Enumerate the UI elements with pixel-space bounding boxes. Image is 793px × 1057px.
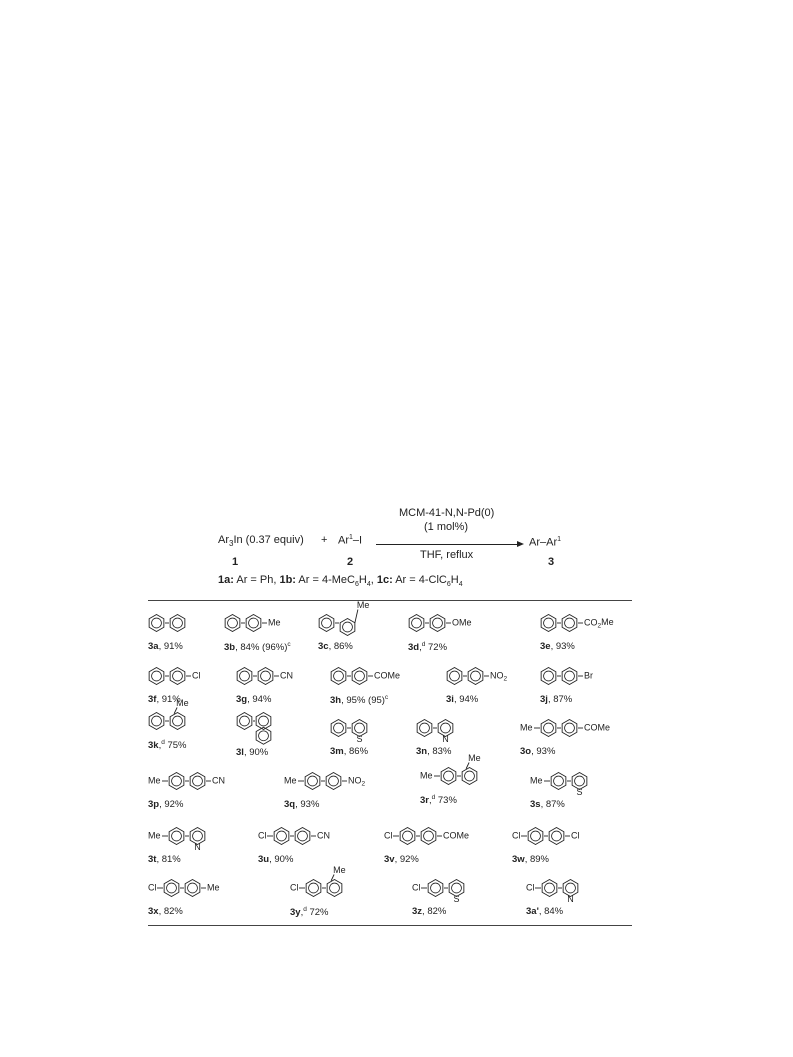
compound-caption (540, 641, 575, 652)
ring-b (421, 828, 436, 845)
compound-yield: 72% (425, 642, 448, 654)
ring-b (170, 713, 185, 730)
compound-caption (446, 694, 478, 705)
ring-b (258, 668, 273, 685)
substituent-right: Me (207, 882, 220, 893)
ring-b (352, 668, 367, 685)
compound-caption: 3y,$^d$ 72% (290, 906, 329, 919)
footnote-mark: c (287, 641, 291, 648)
compound-caption (236, 747, 268, 758)
table-bottom-rule (148, 925, 632, 926)
footnote-mark: d (161, 739, 165, 746)
substituent-right: COMe (584, 722, 611, 733)
substituent-left: Cl (148, 882, 157, 893)
ring-a (541, 668, 556, 685)
substituent-left: Cl (290, 882, 299, 893)
ring-a (164, 880, 179, 897)
compound-id: 3t (148, 854, 157, 865)
compound-id: 3g (236, 694, 248, 705)
compound-id: 3i (446, 694, 454, 705)
compound-caption (520, 746, 555, 757)
compound-yield: 73% (435, 795, 457, 807)
compound-id: 3j (540, 694, 548, 705)
compound-caption (236, 694, 271, 705)
footnote-mark: c (384, 694, 389, 701)
bond (355, 610, 358, 623)
ring-b (562, 720, 577, 737)
compound-yield: , 84% (538, 906, 564, 917)
compound-yield: , 89% (524, 854, 549, 865)
compound-yield: , 90% (243, 747, 269, 758)
substituent-left: Cl (412, 882, 421, 893)
compound-id: 3x (148, 906, 159, 917)
reagent-2: Ar$^1$–I (338, 534, 363, 547)
compound-id: 3r (420, 795, 429, 807)
compound-id: 3f (148, 694, 157, 705)
ring-a (331, 668, 346, 685)
compound-id: 3h (330, 695, 342, 707)
compound-id: 3b (224, 642, 236, 654)
compound-id: 3w (512, 854, 525, 865)
heteroatom-label: N (567, 893, 574, 904)
compound-caption (416, 746, 451, 757)
substituent-top: Me (356, 599, 370, 610)
substituent-right: Me (268, 617, 281, 628)
footnote-mark: d (431, 794, 436, 801)
compound-caption (224, 641, 291, 653)
substituent-right: COMe (374, 670, 401, 681)
ring-b (430, 615, 445, 632)
ring-b (340, 619, 355, 636)
ring-a (274, 828, 289, 845)
substituent-right: Cl (192, 670, 201, 681)
ring-b (170, 615, 185, 632)
compound-id: 3y (290, 907, 301, 919)
heteroatom-label: S (453, 893, 460, 904)
ring-a (149, 668, 164, 685)
substituent-left: Cl (258, 830, 267, 841)
compound-yield: , 93% (550, 641, 575, 652)
compound-caption: 3k,$^d$ 75% (148, 739, 187, 752)
substituent-right: $CO_2Me$ (584, 617, 614, 630)
ring-b (246, 615, 261, 632)
compound-yield: , 86% (343, 746, 369, 757)
compound-yield: 72% (306, 907, 329, 919)
compound-yield: 75% (164, 740, 187, 752)
compound-caption (258, 854, 293, 865)
compound-id: 3c (318, 641, 329, 652)
compound-caption (530, 799, 565, 810)
compound-caption (412, 906, 446, 917)
compound-caption (148, 641, 183, 652)
compound-id: 3s (530, 799, 541, 810)
compound-yield: , 92% (394, 854, 419, 865)
compound-yield: , 86% (328, 641, 353, 652)
catalyst-line-2: (1 mol%) (424, 521, 469, 533)
substituent-left: Me (148, 830, 161, 841)
compound-yield: , 82% (422, 906, 447, 917)
ring-b (462, 768, 477, 785)
arrow-head-icon (517, 541, 524, 547)
compound-caption (330, 746, 368, 757)
compound-yield: , 93% (295, 799, 320, 810)
compound-id: 3m (330, 746, 344, 757)
heteroatom-label: N (442, 733, 449, 744)
ring-b (562, 615, 577, 632)
substituent-right: CN (280, 670, 293, 681)
ring-a (400, 828, 415, 845)
compound-id: 3a (148, 641, 159, 652)
ring-a (447, 668, 462, 685)
label-2: 2 (347, 556, 354, 568)
substituent-top: Me (333, 864, 346, 875)
product: Ar–Ar$^1$ (529, 536, 562, 549)
reagent-1: $Ar_3In$ (0.37 equiv) (218, 534, 304, 549)
definitions: 1a: Ar = Ph, 1b: $Ar = 4-MeC_6H_4$, 1c: $Ar = 4-ClC_6H_4$ (218, 574, 463, 589)
substituent-right: CN (212, 775, 225, 786)
substituent-left: Me (284, 775, 297, 786)
heteroatom-label: S (576, 786, 583, 797)
compound-yield: , 91% (158, 641, 183, 652)
label-3: 3 (548, 556, 555, 568)
substituent-top: Me (176, 697, 189, 708)
substituent-left: Cl (512, 830, 521, 841)
ring-a (551, 773, 566, 790)
compound-yield: , 84% (96%) (235, 642, 288, 654)
compound-caption (148, 906, 183, 917)
ring-b (190, 773, 205, 790)
compound-id: 3d (408, 642, 420, 654)
substituent-left: Me (530, 775, 543, 786)
compound-id: 3v (384, 854, 395, 865)
ring-a (169, 828, 184, 845)
compound-yield: , 87% (540, 799, 565, 810)
ring-a (305, 773, 320, 790)
compound-yield: , 94% (453, 694, 479, 705)
compound-caption (318, 641, 353, 652)
compound-caption: 3d,$^d$ 72% (408, 641, 448, 654)
ring-a (541, 720, 556, 737)
heteroatom-label: S (356, 733, 363, 744)
plus-sign: + (321, 534, 328, 546)
compound-yield: , 94% (247, 694, 272, 705)
catalyst-line-1: MCM-41-N,N-Pd(0) (399, 507, 495, 519)
compound-id: 3a' (526, 906, 539, 917)
compound-caption (284, 799, 319, 810)
ring-b (326, 773, 341, 790)
compound-yield: , 91% (156, 694, 181, 705)
ring-a (417, 720, 432, 737)
ring-a (528, 828, 543, 845)
compound-id: 3n (416, 746, 428, 757)
footnote-mark: d (303, 906, 307, 913)
ring-a (331, 720, 346, 737)
ring-b (295, 828, 310, 845)
ring-b (549, 828, 564, 845)
compound-yield: , 81% (156, 854, 181, 865)
compound-caption (148, 854, 181, 865)
compound-yield: , 95% (95) (341, 695, 385, 707)
compound-id: 3u (258, 854, 270, 865)
ring-b (170, 668, 185, 685)
substituent-top: Me (468, 752, 481, 763)
substituent-left: Me (148, 775, 161, 786)
substituent-left: Me (520, 722, 533, 733)
ring-a (541, 615, 556, 632)
substituent-left: Cl (526, 882, 535, 893)
compound-id: 3p (148, 799, 160, 810)
compound-yield: , 92% (159, 799, 184, 810)
ring-b (468, 668, 483, 685)
compound-yield: , 82% (158, 906, 183, 917)
ring-a (441, 768, 456, 785)
ring-a (225, 615, 240, 632)
compound-caption (512, 854, 549, 865)
ring-a (428, 880, 443, 897)
substituent-right: OMe (452, 617, 472, 628)
compound-yield: , 90% (269, 854, 294, 865)
substituent-right: $NO_2$ (348, 775, 366, 788)
ring-a (237, 713, 252, 730)
compound-id: 3k (148, 740, 159, 752)
compound-yield: , 83% (427, 746, 452, 757)
substituent-left: Cl (384, 830, 393, 841)
conditions: THF, reflux (420, 549, 474, 561)
label-1: 1 (232, 556, 239, 568)
ring-b (562, 668, 577, 685)
ring-a (306, 880, 321, 897)
compound-caption (540, 694, 572, 705)
substituent-right: Br (584, 670, 593, 681)
ring-a (319, 615, 334, 632)
compound-id: 3e (540, 641, 551, 652)
compound-caption: 3r,$^d$ 73% (420, 794, 457, 807)
heteroatom-label: N (194, 841, 201, 852)
ring-a (542, 880, 557, 897)
compound-id: 3l (236, 747, 244, 758)
substituent-right: Cl (571, 830, 580, 841)
compound-yield: , 87% (547, 694, 573, 705)
ring-a (149, 615, 164, 632)
compound-id: 3q (284, 799, 296, 810)
substituent-right: CN (317, 830, 330, 841)
reaction-arrow (376, 544, 518, 545)
substituent-right: COMe (443, 830, 470, 841)
substituent-right: $NO_2$ (490, 670, 508, 683)
compound-id: 3o (520, 746, 532, 757)
ring-a (237, 668, 252, 685)
compound-yield: , 93% (531, 746, 556, 757)
ring-a (409, 615, 424, 632)
footnote-mark: d (421, 641, 426, 648)
ring-b (327, 880, 342, 897)
compound-caption (526, 906, 563, 917)
compound-caption (384, 854, 419, 865)
compound-id: 3z (412, 906, 423, 917)
compound-caption (148, 799, 183, 810)
ring-a (149, 713, 164, 730)
ring-b (185, 880, 200, 897)
ring-a (169, 773, 184, 790)
substituent-left: Me (420, 770, 433, 781)
table-top-rule (148, 600, 632, 601)
